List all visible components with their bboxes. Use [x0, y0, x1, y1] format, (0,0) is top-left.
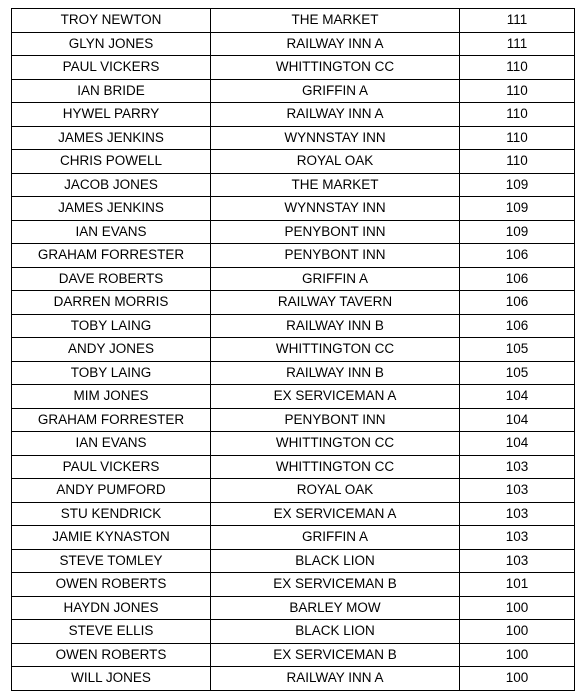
- player-name-cell: HYWEL PARRY: [12, 103, 211, 127]
- team-name-cell: RAILWAY INN B: [211, 361, 460, 385]
- player-name-cell: STEVE TOMLEY: [12, 549, 211, 573]
- team-name-cell: EX SERVICEMAN A: [211, 502, 460, 526]
- team-name-cell: EX SERVICEMAN A: [211, 385, 460, 409]
- table-row: [12, 620, 575, 644]
- player-name-cell: STU KENDRICK: [12, 502, 211, 526]
- table-row: [12, 573, 575, 597]
- player-name-cell: IAN EVANS: [12, 432, 211, 456]
- table-row: [12, 291, 575, 315]
- table-row: [12, 103, 575, 127]
- player-name-cell: WILL JONES: [12, 667, 211, 691]
- table-row: [12, 667, 575, 691]
- player-name-cell: CHRIS POWELL: [12, 150, 211, 174]
- score-cell: 110: [460, 56, 575, 80]
- team-name-cell: WHITTINGTON CC: [211, 432, 460, 456]
- player-name-cell: MIM JONES: [12, 385, 211, 409]
- team-name-cell: WHITTINGTON CC: [211, 56, 460, 80]
- table-row: [12, 408, 575, 432]
- score-cell: 110: [460, 126, 575, 150]
- player-name-cell: PAUL VICKERS: [12, 56, 211, 80]
- player-name-cell: HAYDN JONES: [12, 596, 211, 620]
- team-name-cell: RAILWAY INN A: [211, 32, 460, 56]
- score-cell: 103: [460, 479, 575, 503]
- table-row: [12, 502, 575, 526]
- table-row: [12, 197, 575, 221]
- team-name-cell: PENYBONT INN: [211, 244, 460, 268]
- table-row: [12, 244, 575, 268]
- score-cell: 110: [460, 103, 575, 127]
- player-name-cell: ANDY JONES: [12, 338, 211, 362]
- score-cell: 100: [460, 643, 575, 667]
- score-cell: 110: [460, 150, 575, 174]
- team-name-cell: WYNNSTAY INN: [211, 197, 460, 221]
- table-row: [12, 267, 575, 291]
- player-name-cell: JAMES JENKINS: [12, 197, 211, 221]
- player-name-cell: GRAHAM FORRESTER: [12, 408, 211, 432]
- team-name-cell: BARLEY MOW: [211, 596, 460, 620]
- table-row: [12, 643, 575, 667]
- player-name-cell: OWEN ROBERTS: [12, 573, 211, 597]
- score-cell: 111: [460, 32, 575, 56]
- team-name-cell: THE MARKET: [211, 9, 460, 33]
- score-cell: 106: [460, 314, 575, 338]
- player-name-cell: TOBY LAING: [12, 361, 211, 385]
- table-row: [12, 56, 575, 80]
- player-name-cell: DAVE ROBERTS: [12, 267, 211, 291]
- team-name-cell: PENYBONT INN: [211, 220, 460, 244]
- score-cell: 105: [460, 338, 575, 362]
- table-row: [12, 549, 575, 573]
- player-name-cell: TROY NEWTON: [12, 9, 211, 33]
- score-cell: 104: [460, 385, 575, 409]
- score-cell: 109: [460, 173, 575, 197]
- player-name-cell: GLYN JONES: [12, 32, 211, 56]
- scores-sheet: [11, 8, 574, 691]
- score-cell: 104: [460, 408, 575, 432]
- team-name-cell: GRIFFIN A: [211, 267, 460, 291]
- score-cell: 106: [460, 291, 575, 315]
- score-cell: 106: [460, 244, 575, 268]
- player-name-cell: PAUL VICKERS: [12, 455, 211, 479]
- player-name-cell: ANDY PUMFORD: [12, 479, 211, 503]
- table-row: [12, 220, 575, 244]
- team-name-cell: WYNNSTAY INN: [211, 126, 460, 150]
- scores-table-body: [12, 9, 575, 691]
- team-name-cell: EX SERVICEMAN B: [211, 573, 460, 597]
- table-row: [12, 32, 575, 56]
- score-cell: 110: [460, 79, 575, 103]
- score-cell: 106: [460, 267, 575, 291]
- table-row: [12, 526, 575, 550]
- table-row: [12, 361, 575, 385]
- team-name-cell: BLACK LION: [211, 620, 460, 644]
- score-cell: 103: [460, 455, 575, 479]
- player-name-cell: IAN BRIDE: [12, 79, 211, 103]
- team-name-cell: RAILWAY INN A: [211, 103, 460, 127]
- team-name-cell: RAILWAY INN B: [211, 314, 460, 338]
- team-name-cell: WHITTINGTON CC: [211, 338, 460, 362]
- score-cell: 100: [460, 667, 575, 691]
- player-name-cell: JACOB JONES: [12, 173, 211, 197]
- table-row: [12, 455, 575, 479]
- score-cell: 109: [460, 220, 575, 244]
- player-name-cell: JAMES JENKINS: [12, 126, 211, 150]
- player-name-cell: DARREN MORRIS: [12, 291, 211, 315]
- player-name-cell: STEVE ELLIS: [12, 620, 211, 644]
- player-name-cell: JAMIE KYNASTON: [12, 526, 211, 550]
- scores-table: [11, 8, 575, 691]
- team-name-cell: EX SERVICEMAN B: [211, 643, 460, 667]
- table-row: [12, 596, 575, 620]
- table-row: [12, 9, 575, 33]
- table-row: [12, 432, 575, 456]
- score-cell: 105: [460, 361, 575, 385]
- team-name-cell: PENYBONT INN: [211, 408, 460, 432]
- table-row: [12, 173, 575, 197]
- team-name-cell: RAILWAY TAVERN: [211, 291, 460, 315]
- score-cell: 100: [460, 596, 575, 620]
- score-cell: 101: [460, 573, 575, 597]
- table-row: [12, 79, 575, 103]
- score-cell: 103: [460, 549, 575, 573]
- table-row: [12, 150, 575, 174]
- table-row: [12, 126, 575, 150]
- table-row: [12, 385, 575, 409]
- team-name-cell: THE MARKET: [211, 173, 460, 197]
- score-cell: 100: [460, 620, 575, 644]
- team-name-cell: RAILWAY INN A: [211, 667, 460, 691]
- table-row: [12, 479, 575, 503]
- team-name-cell: ROYAL OAK: [211, 150, 460, 174]
- player-name-cell: OWEN ROBERTS: [12, 643, 211, 667]
- score-cell: 103: [460, 502, 575, 526]
- team-name-cell: WHITTINGTON CC: [211, 455, 460, 479]
- score-cell: 103: [460, 526, 575, 550]
- table-row: [12, 314, 575, 338]
- team-name-cell: GRIFFIN A: [211, 526, 460, 550]
- player-name-cell: IAN EVANS: [12, 220, 211, 244]
- player-name-cell: TOBY LAING: [12, 314, 211, 338]
- table-row: [12, 338, 575, 362]
- score-cell: 104: [460, 432, 575, 456]
- score-cell: 111: [460, 9, 575, 33]
- player-name-cell: GRAHAM FORRESTER: [12, 244, 211, 268]
- team-name-cell: GRIFFIN A: [211, 79, 460, 103]
- team-name-cell: ROYAL OAK: [211, 479, 460, 503]
- team-name-cell: BLACK LION: [211, 549, 460, 573]
- score-cell: 109: [460, 197, 575, 221]
